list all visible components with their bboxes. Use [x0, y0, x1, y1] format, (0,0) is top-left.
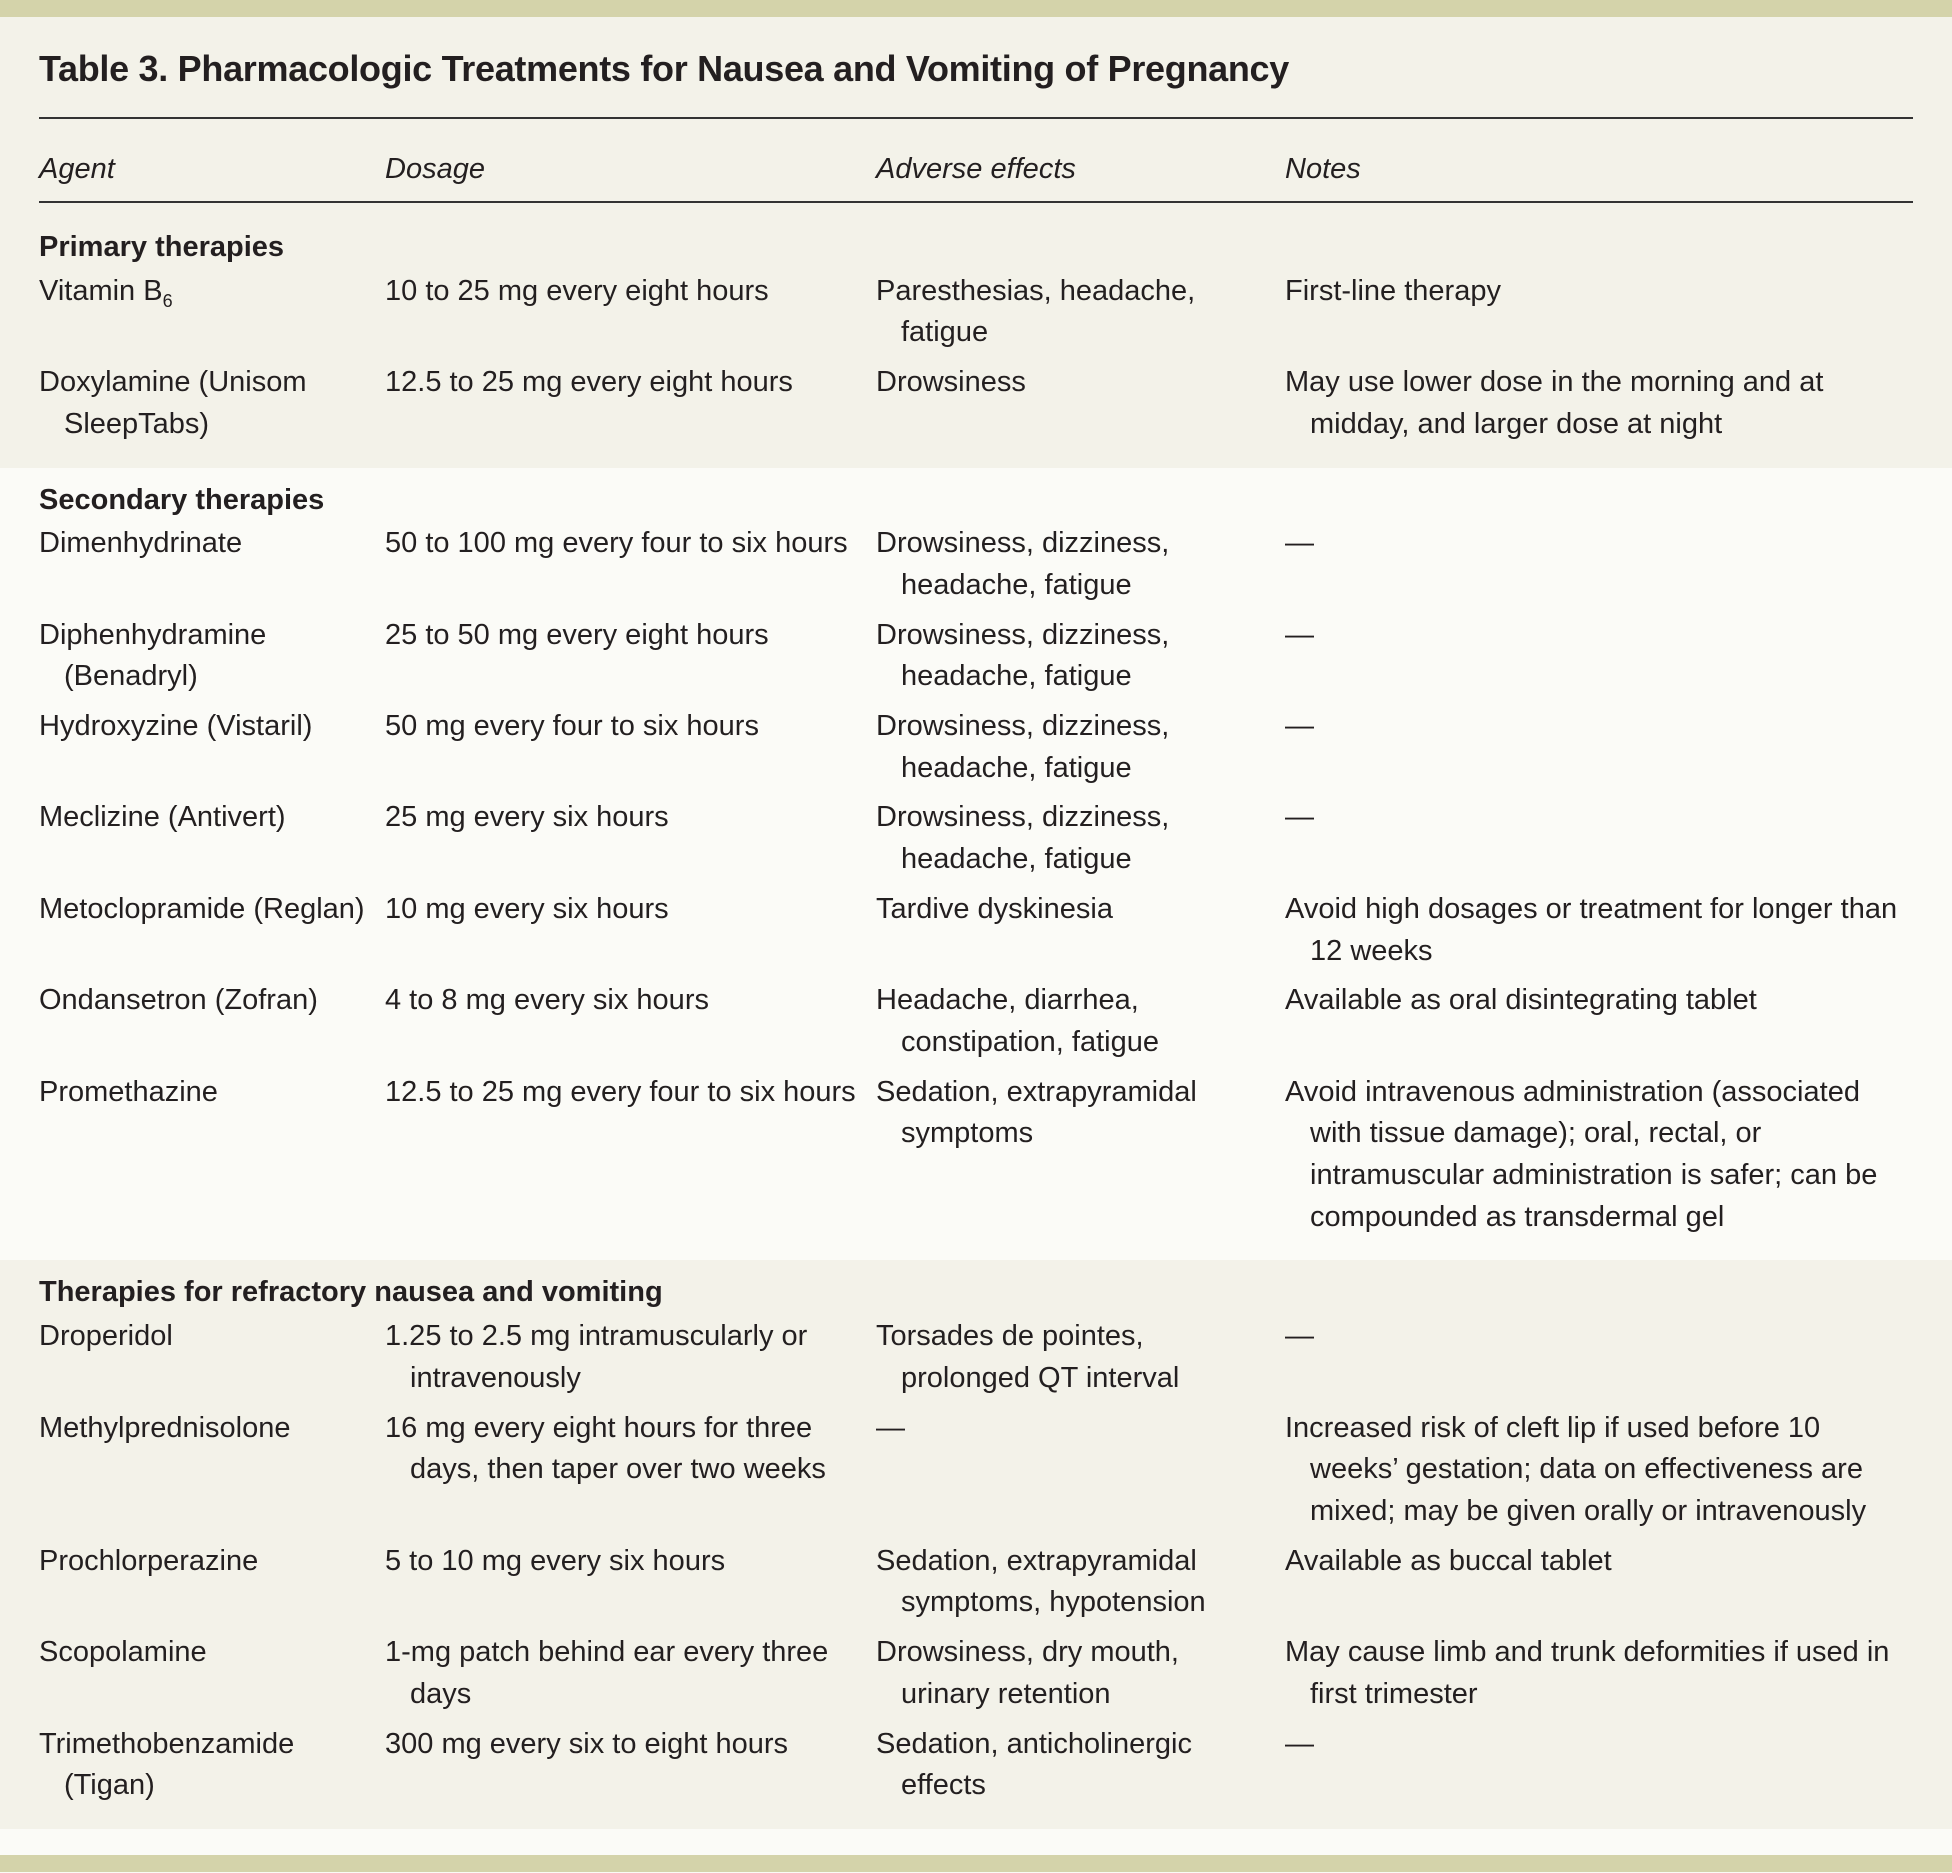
notes-cell	[1285, 1408, 1913, 1533]
notes-cell	[1285, 1072, 1913, 1239]
adverse-effects-cell	[876, 362, 1285, 445]
agent-cell	[39, 523, 385, 606]
agent-cell-text: Scopolamine	[39, 1636, 207, 1669]
table-row	[39, 797, 1913, 880]
adverse-effects-cell-text: Tardive dyskinesia	[876, 892, 1113, 925]
dosage-cell-text: 5 to 10 mg every six hours	[385, 1544, 726, 1577]
notes-cell-text: —	[1285, 1320, 1314, 1353]
agent-cell	[39, 362, 385, 445]
agent-cell	[39, 615, 385, 698]
dosage-cell	[385, 362, 876, 445]
table-section	[0, 1260, 1952, 1828]
agent-cell-text: Methylprednisolone	[39, 1411, 291, 1444]
notes-cell-text: —	[1285, 1727, 1314, 1760]
dosage-cell-text: 1-mg patch behind ear every three days	[385, 1636, 829, 1710]
table-row	[39, 523, 1913, 606]
dosage-cell-text: 300 mg every six to eight hours	[385, 1727, 788, 1760]
adverse-effects-cell-text: Sedation, anticholinergic effects	[876, 1727, 1192, 1802]
adverse-effects-cell	[876, 797, 1285, 880]
table-row	[39, 980, 1913, 1063]
adverse-effects-cell	[876, 889, 1285, 972]
table-section	[0, 215, 1952, 468]
agent-cell	[39, 1316, 385, 1399]
adverse-effects-cell	[876, 1408, 1285, 1533]
notes-cell-text: First-line therapy	[1285, 274, 1501, 307]
adverse-effects-cell	[876, 1316, 1285, 1399]
adverse-effects-cell-text: Sedation, extrapyramidal symptoms, hypotension	[876, 1544, 1206, 1619]
header-adverse-effects: Adverse effects	[876, 153, 1076, 185]
dosage-cell	[385, 706, 876, 789]
agent-cell	[39, 889, 385, 972]
table-row	[39, 1408, 1913, 1533]
agent-cell	[39, 271, 385, 354]
notes-cell-text: Increased risk of cleft lip if used before 10 weeks’ gestation; data on effectiveness are mixed; may be given orally or intravenously	[1285, 1411, 1867, 1527]
agent-subscript: 6	[162, 290, 173, 311]
dosage-cell	[385, 1632, 876, 1715]
adverse-effects-cell	[876, 706, 1285, 789]
notes-cell-text: —	[1285, 527, 1314, 560]
agent-cell-text: Diphenhydramine (Benadryl)	[39, 618, 267, 693]
table-row	[39, 1072, 1913, 1239]
adverse-effects-cell-text: Drowsiness, dry mouth, urinary retention	[876, 1636, 1179, 1710]
agent-cell	[39, 1724, 385, 1807]
table-row	[39, 889, 1913, 972]
adverse-effects-cell	[876, 980, 1285, 1063]
notes-cell	[1285, 797, 1913, 880]
dosage-cell	[385, 615, 876, 698]
notes-cell-text: May cause limb and trunk deformities if used in first trimester	[1285, 1636, 1890, 1710]
dosage-cell-text: 10 mg every six hours	[385, 892, 669, 925]
dosage-cell-text: 16 mg every eight hours for three days, then taper over two weeks	[385, 1411, 826, 1486]
notes-cell-text: —	[1285, 710, 1314, 743]
notes-cell-text: Available as oral disintegrating tablet	[1285, 984, 1757, 1017]
bottom-border-band	[0, 1855, 1952, 1872]
dosage-cell-text: 1.25 to 2.5 mg intramuscularly or intravenously	[385, 1320, 808, 1394]
notes-cell	[1285, 1724, 1913, 1807]
notes-cell	[1285, 980, 1913, 1063]
table-row	[39, 1724, 1913, 1807]
adverse-effects-cell-text: —	[876, 1411, 905, 1444]
notes-cell	[1285, 362, 1913, 445]
adverse-effects-cell-text: Drowsiness, dizziness, headache, fatigue	[876, 618, 1170, 693]
adverse-effects-cell	[876, 615, 1285, 698]
agent-cell	[39, 980, 385, 1063]
adverse-effects-cell-text: Drowsiness, dizziness, headache, fatigue	[876, 710, 1170, 784]
notes-cell-text: Avoid high dosages or treatment for longer than 12 weeks	[1285, 892, 1898, 967]
dosage-cell	[385, 1541, 876, 1624]
agent-cell-text: Prochlorperazine	[39, 1544, 259, 1577]
adverse-effects-cell-text: Drowsiness, dizziness, headache, fatigue	[876, 527, 1170, 601]
section-heading: Primary therapies	[39, 231, 285, 263]
adverse-effects-cell	[876, 271, 1285, 354]
agent-cell-text: Promethazine	[39, 1075, 218, 1108]
table-title: Table 3. Pharmacologic Treatments for Nausea and Vomiting of Pregnancy	[39, 48, 1289, 89]
title-rule	[39, 117, 1913, 119]
dosage-cell	[385, 980, 876, 1063]
adverse-effects-cell	[876, 1072, 1285, 1239]
agent-cell	[39, 1541, 385, 1624]
adverse-effects-cell	[876, 1541, 1285, 1624]
table-row	[39, 706, 1913, 789]
notes-cell	[1285, 615, 1913, 698]
notes-cell-text: —	[1285, 801, 1314, 834]
header-notes: Notes	[1285, 153, 1361, 185]
agent-cell-text: Droperidol	[39, 1320, 173, 1353]
table-row	[39, 1541, 1913, 1624]
agent-cell-text: Dimenhydrinate	[39, 527, 243, 560]
adverse-effects-cell	[876, 1632, 1285, 1715]
adverse-effects-cell-text: Paresthesias, headache, fatigue	[876, 274, 1196, 349]
table-row	[39, 271, 1913, 354]
agent-cell	[39, 797, 385, 880]
dosage-cell	[385, 1316, 876, 1399]
agent-cell-text: Metoclopramide (Reglan)	[39, 892, 365, 925]
agent-cell	[39, 1632, 385, 1715]
adverse-effects-cell-text: Torsades de pointes, prolonged QT interval	[876, 1320, 1180, 1394]
table-body	[0, 215, 1952, 1829]
header-agent: Agent	[39, 153, 115, 185]
agent-cell-text: Hydroxyzine (Vistaril)	[39, 710, 313, 743]
agent-cell-text: Vitamin B	[39, 274, 163, 307]
table-row	[39, 362, 1913, 445]
table-row	[39, 1632, 1913, 1715]
dosage-cell	[385, 1724, 876, 1807]
adverse-effects-cell-text: Drowsiness	[876, 366, 1026, 399]
dosage-cell-text: 50 mg every four to six hours	[385, 710, 759, 743]
header-rule	[39, 201, 1913, 203]
notes-cell-text: Available as buccal tablet	[1285, 1544, 1612, 1577]
agent-cell	[39, 1072, 385, 1239]
dosage-cell	[385, 1072, 876, 1239]
dosage-cell	[385, 271, 876, 354]
adverse-effects-cell	[876, 523, 1285, 606]
dosage-cell-text: 12.5 to 25 mg every four to six hours	[385, 1075, 856, 1108]
notes-cell	[1285, 271, 1913, 354]
dosage-cell-text: 4 to 8 mg every six hours	[385, 984, 709, 1017]
notes-cell	[1285, 1541, 1913, 1624]
notes-cell	[1285, 1632, 1913, 1715]
dosage-cell-text: 10 to 25 mg every eight hours	[385, 274, 769, 307]
notes-cell-text: —	[1285, 618, 1314, 651]
adverse-effects-cell-text: Drowsiness, dizziness, headache, fatigue	[876, 801, 1170, 876]
notes-cell	[1285, 523, 1913, 606]
notes-cell	[1285, 706, 1913, 789]
dosage-cell	[385, 889, 876, 972]
notes-cell	[1285, 1316, 1913, 1399]
top-border-band	[0, 0, 1952, 17]
section-heading: Secondary therapies	[39, 483, 325, 516]
dosage-cell	[385, 523, 876, 606]
agent-cell-text: Trimethobenzamide (Tigan)	[39, 1727, 295, 1802]
agent-cell	[39, 1408, 385, 1533]
header-dosage: Dosage	[385, 153, 485, 185]
section-heading: Therapies for refractory nausea and vomiting	[39, 1276, 663, 1309]
notes-cell-text: Avoid intravenous administration (associated with tissue damage); oral, rectal, or intramuscular administration is safer; can be compounded as transdermal gel	[1285, 1075, 1878, 1233]
dosage-cell-text: 12.5 to 25 mg every eight hours	[385, 366, 793, 399]
adverse-effects-cell-text: Sedation, extrapyramidal symptoms	[876, 1075, 1197, 1150]
dosage-cell	[385, 797, 876, 880]
adverse-effects-cell	[876, 1724, 1285, 1807]
dosage-cell-text: 25 mg every six hours	[385, 801, 669, 834]
table-section	[0, 468, 1952, 1261]
adverse-effects-cell-text: Headache, diarrhea, constipation, fatigue	[876, 984, 1159, 1058]
table-row	[39, 615, 1913, 698]
agent-cell-text: Ondansetron (Zofran)	[39, 984, 318, 1017]
table-row	[39, 1316, 1913, 1399]
agent-cell-text: Meclizine (Antivert)	[39, 801, 286, 834]
notes-cell-text: May use lower dose in the morning and at midday, and larger dose at night	[1285, 366, 1824, 440]
agent-cell	[39, 706, 385, 789]
agent-cell-text: Doxylamine (Unisom SleepTabs)	[39, 366, 307, 440]
dosage-cell-text: 25 to 50 mg every eight hours	[385, 618, 769, 651]
notes-cell	[1285, 889, 1913, 972]
dosage-cell	[385, 1408, 876, 1533]
dosage-cell-text: 50 to 100 mg every four to six hours	[385, 527, 848, 560]
